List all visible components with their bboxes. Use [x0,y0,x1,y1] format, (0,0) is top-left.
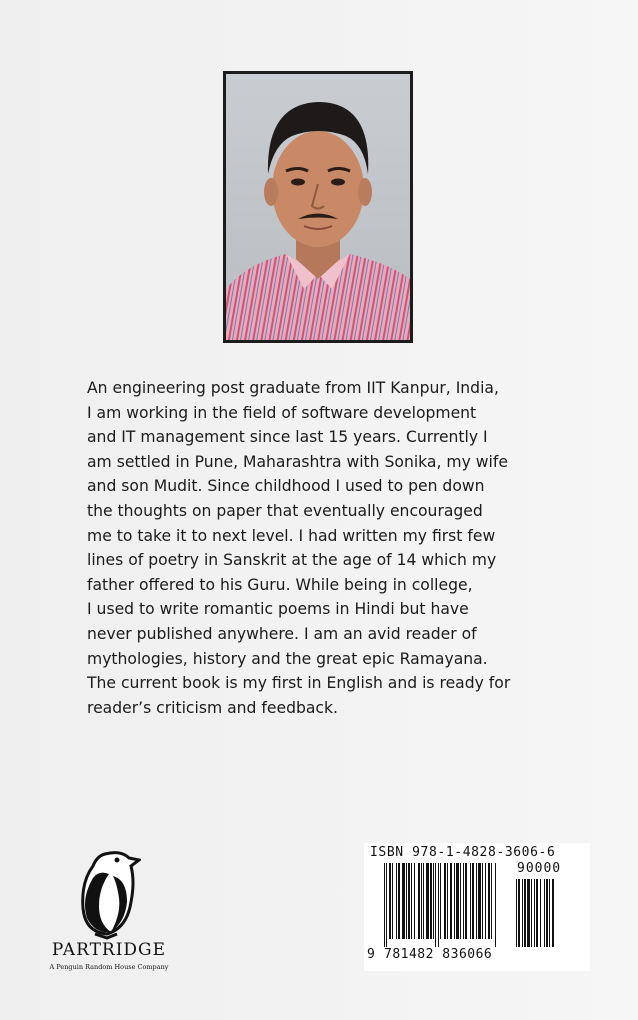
barcode-bar [426,863,429,939]
barcode-bar [552,879,554,947]
bio-line: and son Mudit. Since childhood I used to pen down [87,477,485,496]
barcode-bar [527,879,530,947]
price-addon-number: 90000 [517,861,562,876]
barcode-bar [531,879,532,947]
bio-line: I am working in the field of software development [87,403,477,422]
author-portrait-icon [226,74,410,340]
barcode-bar [488,863,490,939]
barcode-bar [460,863,461,939]
author-photo [223,71,413,343]
barcode-bar [384,863,385,947]
barcode-bar [522,879,523,947]
barcode-bar [549,879,550,947]
barcode-bar [482,863,483,939]
barcode-bar [524,879,526,947]
bio-line: The current book is my first in English and is ready for [87,674,511,693]
barcode-bar [435,863,436,947]
barcode-bar [414,863,415,939]
bio-line: An engineering post graduate from IIT Kanpur, India, [87,379,499,397]
barcode-bar [450,863,452,939]
barcode-bar [398,863,400,939]
barcode-bar [540,879,541,947]
barcode-bar [476,863,477,939]
barcode-bar [392,863,393,939]
barcode-bar [444,863,446,939]
bio-line: never published anywhere. I am an avid reader of [87,624,477,643]
barcode-bar [465,863,467,939]
barcode-bar [516,879,517,947]
ean-first-digit: 9 [367,947,375,962]
barcode-bar [495,863,496,947]
barcode-bar [536,879,538,947]
barcode-bar [408,863,410,939]
barcode-bar [421,863,422,939]
barcode-bar [418,863,420,939]
barcode-bar [454,863,455,939]
barcode-bar [389,863,391,939]
bio-line: mythologies, history and the great epic Ramayana. [87,649,488,668]
barcode-bar [440,863,441,939]
bio-line: reader’s criticism and feedback. [87,698,338,717]
publisher-name: PARTRIDGE [51,940,167,960]
barcode-bar [544,879,545,947]
barcode-bar [423,863,424,939]
bio-line: I used to write romantic poems in Hindi but have [87,600,469,619]
penguin-logo-icon [77,848,141,940]
barcode-bar [485,863,486,939]
ean-digits: 781482 836066 [384,947,493,962]
barcode-bar [396,863,397,939]
ean-barcode-bars [384,863,510,953]
bio-line: father offered to his Guru. While being in college, [87,575,473,594]
barcode-bar [433,863,434,939]
isbn-barcode [364,843,590,971]
barcode-bar [456,863,459,939]
bio-line: me to take it to next level. I had written my first few [87,526,496,545]
bio-line: the thoughts on paper that eventually encouraged [87,501,483,520]
barcode-bar [386,863,387,947]
barcode-bar [470,863,471,939]
publisher-logo [44,848,174,978]
barcode-bar [438,863,439,947]
barcode-bar [491,863,492,939]
barcode-bar [472,863,474,939]
addon-barcode-bars [516,879,584,957]
bio-line: lines of poetry in Sanskrit at the age of 14 which my [87,551,497,570]
barcode-bar [478,863,481,939]
barcode-bar [534,879,535,947]
publisher-tagline: A Penguin Random House Company [49,963,169,971]
barcode-bar [411,863,412,939]
bio-line: and IT management since last 15 years. Currently I [87,428,488,447]
barcode-bar [406,863,407,939]
barcode-bar [402,863,405,939]
barcode-bar [518,879,520,947]
barcode-bar [546,879,548,947]
isbn-text: ISBN 978-1-4828-3606-6 [370,845,556,860]
barcode-bar [463,863,464,939]
bio-line: am settled in Pune, Maharashtra with Sonika, my wife [87,452,508,471]
barcode-bar [430,863,432,939]
barcode-bar [447,863,448,939]
author-bio [87,376,557,720]
